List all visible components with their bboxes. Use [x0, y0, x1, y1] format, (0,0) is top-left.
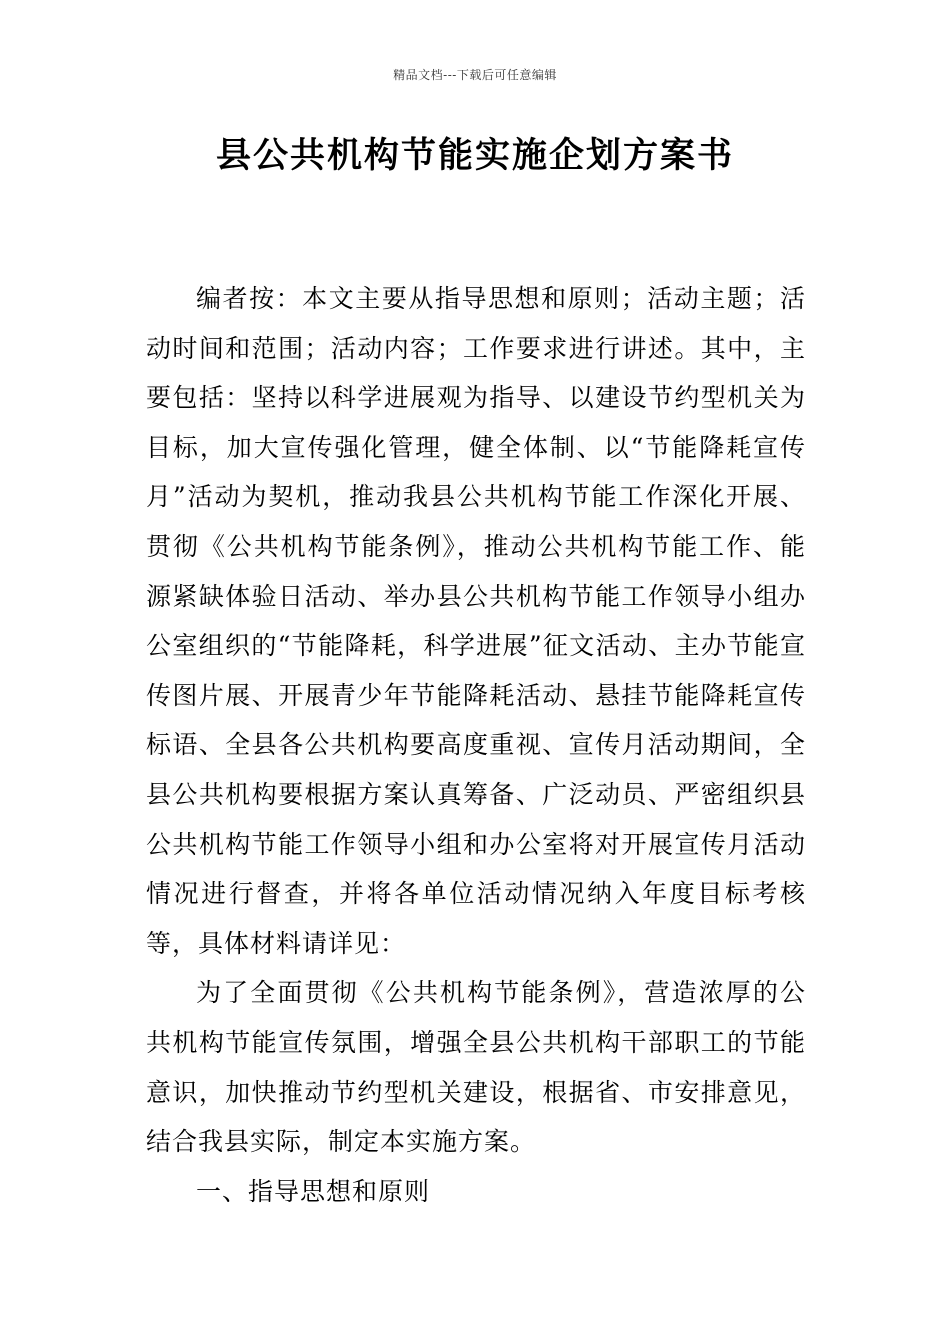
header-note: 精品文档---下载后可任意编辑	[393, 68, 557, 82]
section-heading: 一、指导思想和原则	[196, 1176, 431, 1206]
document-title: 县公共机构节能实施企划方案书	[215, 136, 734, 176]
intro-paragraph: 为了全面贯彻《公共机构节能条例》，营造浓厚的公共机构节能宣传氛围，增强全县公共机构干部职工的节能意识，加快推动节约型机关建设，根据省、市安排意见，结合我县实际，制定本实施方案。	[146, 978, 806, 1157]
editor-note-paragraph: 编者按：本文主要从指导思想和原则；活动主题；活动时间和范围；活动内容；工作要求进行讲述。其中，主要包括：坚持以科学进展观为指导、以建设节约型机关为目标，加大宣传强化管理，健全体制、以“节能降耗宣传月”活动为契机，推动我县公共机构节能工作深化开展、贯彻《公共机构节能条例》，推动公共机构节能工作、能源紧缺体验日活动、举办县公共机构节能工作领导小组办公室组织的“节能降耗，科学进展”征文活动、主办节能宣传图片展、开展青少年节能降耗活动、悬挂节能降耗宣传标语、全县各公共机构要高度重视、宣传月活动期间，全县公共机构要根据方案认真筹备、广泛动员、严密组织县公共机构节能工作领导小组和办公室将对开展宣传月活动情况进行督查，并将各单位活动情况纳入年度目标考核等，具体材料请详见：	[146, 284, 806, 958]
document-body	[146, 274, 806, 1216]
